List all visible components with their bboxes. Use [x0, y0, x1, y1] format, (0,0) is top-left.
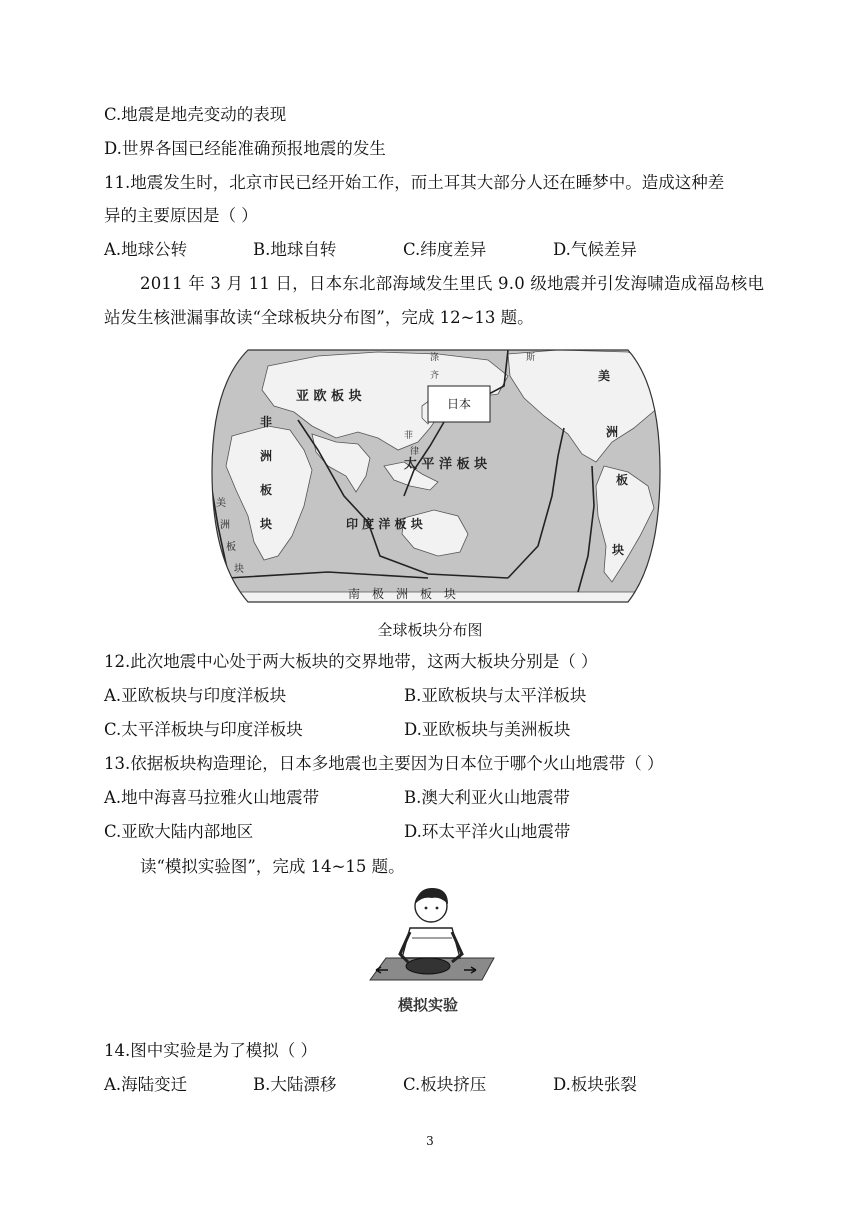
- label-america-right-1: 美: [598, 369, 611, 383]
- q10-option-d: D.世界各国已经能准确预报地震的发生: [104, 139, 386, 158]
- label-america-right-4: 块: [612, 543, 625, 557]
- label-antarctic-plate: 南 极 洲 板 块: [348, 587, 457, 601]
- passage-line2: 站发生核泄漏事故读“全球板块分布图”，完成 12~13 题。: [104, 308, 534, 327]
- world-plates-map: [208, 346, 663, 606]
- page-number: 3: [426, 1134, 434, 1148]
- q11-option-a: A.地球公转: [104, 240, 188, 259]
- simulation-figure: [366, 882, 496, 1022]
- label-eurasia-plate: 亚 欧 板 块: [296, 389, 362, 404]
- q11-stem-line1: 11.地震发生时，北京市民已经开始工作，而土耳其大部分人还在睡梦中。造成这种差: [104, 173, 725, 192]
- q12-option-c: C.太平洋板块与印度洋板块: [104, 720, 303, 739]
- label-africa-plate-2: 洲: [260, 449, 273, 463]
- q13-stem: 13.依据板块构造理论，日本多地震也主要因为日本位于哪个火山地震带（ ）: [104, 754, 664, 773]
- q13-option-b: B.澳大利亚火山地震带: [404, 788, 570, 807]
- figure2-caption: 模拟实验: [397, 996, 459, 1014]
- passage2: 读“模拟实验图”，完成 14~15 题。: [140, 857, 405, 876]
- q12-stem: 12.此次地震中心处于两大板块的交界地带，这两大板块分别是（ ）: [104, 652, 598, 671]
- label-pacific-plate: 太 平 洋 板 块: [404, 457, 488, 472]
- figure-eye-right: [436, 907, 439, 910]
- label-america-right-2: 洲: [606, 425, 619, 439]
- label-small-plate-5: 律: [410, 447, 420, 457]
- q11-option-b: B.地球自转: [253, 240, 337, 259]
- q12-option-d: D.亚欧板块与美洲板块: [404, 720, 571, 739]
- label-america-left-1: 美: [216, 498, 226, 509]
- label-america-left-4: 块: [234, 564, 244, 575]
- label-america-right-3: 板: [616, 473, 629, 487]
- map-caption: 全球板块分布图: [377, 621, 483, 639]
- q14-option-a: A.海陆变迁: [104, 1075, 188, 1094]
- q11-option-d: D.气候差异: [553, 240, 637, 259]
- label-america-left-3: 板: [226, 542, 236, 553]
- label-america-left-2: 洲: [220, 520, 230, 531]
- q11-stem-line2: 异的主要原因是（ ）: [104, 206, 258, 225]
- q11-option-c: C.纬度差异: [403, 240, 487, 259]
- q10-option-c: C.地震是地壳变动的表现: [104, 105, 287, 124]
- q13-option-d: D.环太平洋火山地震带: [404, 822, 571, 841]
- q14-option-c: C.板块挤压: [403, 1075, 487, 1094]
- passage-line1: 2011 年 3 月 11 日，日本东北部海域发生里氏 9.0 级地震并引发海啸造成福岛核电: [140, 274, 765, 293]
- figure-object: [406, 958, 450, 974]
- q14-stem: 14.图中实验是为了模拟（ ）: [104, 1041, 317, 1060]
- q14-option-d: D.板块张裂: [553, 1075, 637, 1094]
- label-indian-plate: 印 度 洋 板 块: [346, 517, 423, 531]
- q12-option-b: B.亚欧板块与太平洋板块: [404, 686, 587, 705]
- label-japan: 日本: [446, 397, 472, 411]
- label-africa-plate-1: 非: [260, 415, 273, 429]
- q13-option-a: A.地中海喜马拉雅火山地震带: [104, 788, 320, 807]
- label-africa-plate-3: 板: [260, 483, 273, 497]
- q13-option-c: C.亚欧大陆内部地区: [104, 822, 254, 841]
- label-small-plate-2: 齐: [430, 371, 440, 381]
- q14-option-b: B.大陆漂移: [253, 1075, 337, 1094]
- figure-eye-left: [425, 907, 428, 910]
- label-africa-plate-4: 块: [260, 517, 273, 531]
- label-small-plate-4: 菲: [404, 431, 414, 441]
- label-small-plate-3: 斯: [526, 353, 536, 363]
- q12-option-a: A.亚欧板块与印度洋板块: [104, 686, 287, 705]
- label-small-plate-1: 涤: [430, 353, 440, 363]
